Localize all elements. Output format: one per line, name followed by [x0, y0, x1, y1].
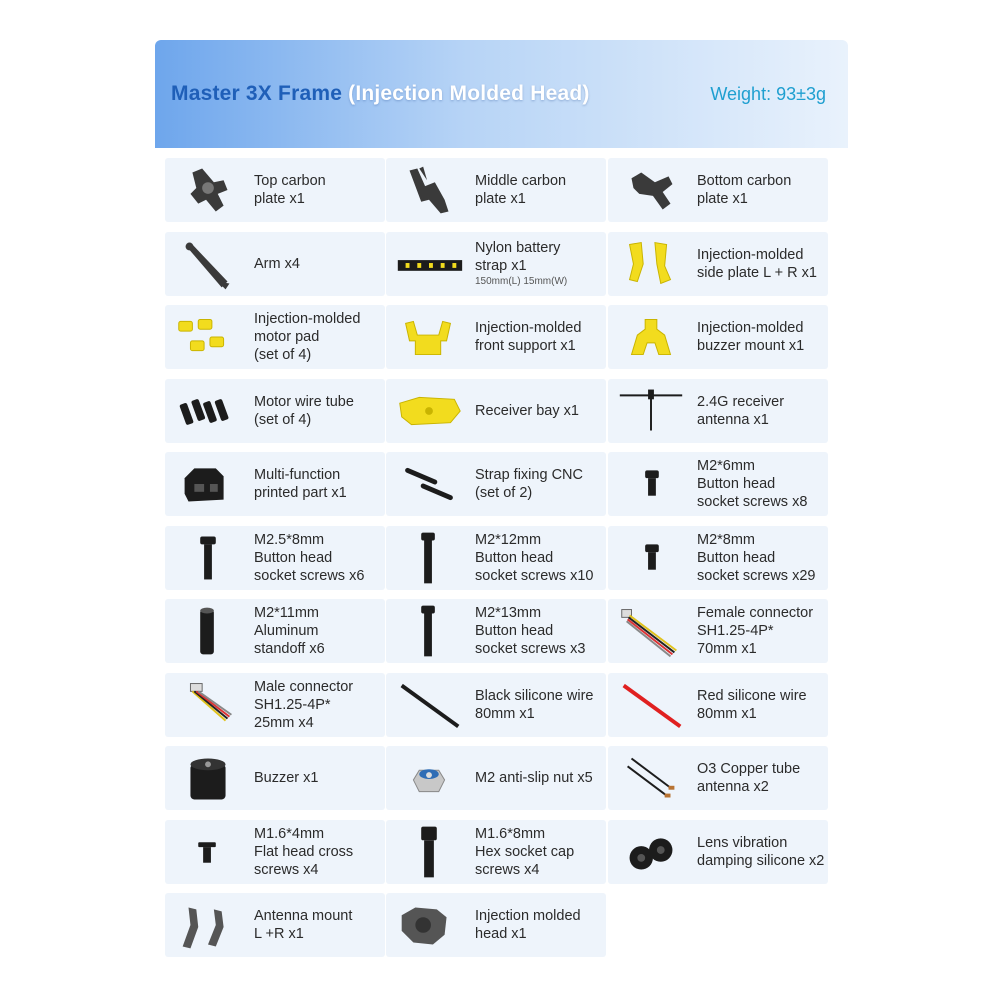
part-name: Strap fixing CNC (set of 2): [475, 467, 583, 501]
strap-fixing-icon: [390, 454, 468, 514]
part-label: [254, 893, 389, 957]
part-card: [165, 452, 385, 516]
part-name: Black silicone wire 80mm x1: [475, 687, 594, 722]
page-title: [171, 82, 590, 106]
part-name: O3 Copper tube antenna x2: [697, 761, 801, 795]
damping-silicone-icon: [612, 822, 690, 882]
part-name: Female connector SH1.25-4P* 70mm x1: [697, 605, 814, 657]
part-label: [254, 379, 389, 443]
part-card: [386, 599, 606, 663]
part-name: Nylon battery strap x1: [475, 239, 561, 274]
part-card: [608, 820, 828, 884]
part-card: [386, 305, 606, 369]
part-name: 2.4G receiver antenna x1: [697, 393, 785, 428]
part-name: M2*13mm Button head socket screws x3: [475, 605, 586, 657]
printed-part-icon: [169, 454, 247, 514]
part-label: [697, 305, 832, 369]
part-label: [697, 158, 832, 222]
antenna-mount-icon: [169, 895, 247, 955]
part-name: Bottom carbon plate x1: [697, 173, 792, 207]
part-label: [475, 526, 610, 590]
part-name: Injection-molded buzzer mount x1: [697, 320, 805, 354]
screw-short-icon: [612, 454, 690, 514]
part-label: [697, 526, 832, 590]
receiver-antenna-icon: [612, 381, 690, 441]
screw-long-icon: [390, 601, 468, 661]
part-label: [475, 746, 610, 810]
part-name: Top carbon plate x1: [254, 173, 326, 207]
male-connector-icon: [169, 675, 247, 735]
part-name: Receiver bay x1: [475, 402, 579, 419]
part-name: M2*12mm Button head socket screws x10: [475, 531, 594, 584]
part-label: [475, 379, 610, 443]
part-card: [608, 746, 828, 810]
part-card: [386, 820, 606, 884]
front-support-icon: [390, 307, 468, 367]
part-card: [386, 673, 606, 737]
flat-screw-icon: [169, 822, 247, 882]
part-label: [697, 746, 832, 810]
part-label: [254, 158, 389, 222]
part-card: [608, 379, 828, 443]
part-name: M2.5*8mm Button head socket screws x6: [254, 531, 365, 584]
female-connector-icon: [612, 601, 690, 661]
part-card: [608, 673, 828, 737]
part-name: Middle carbon plate x1: [475, 173, 567, 207]
part-label: [254, 599, 389, 663]
head-icon: [390, 895, 468, 955]
buzzer-mount-icon: [612, 307, 690, 367]
part-name: M2*11mm Aluminum standoff x6: [254, 605, 325, 657]
part-card: [165, 158, 385, 222]
side-plate-icon: [612, 234, 690, 294]
part-card: [386, 452, 606, 516]
battery-strap-icon: [390, 234, 468, 294]
part-card: [165, 379, 385, 443]
copper-antenna-icon: [612, 748, 690, 808]
part-card: [386, 893, 606, 957]
part-card: [608, 526, 828, 590]
part-label: [475, 673, 610, 737]
part-label: [254, 673, 389, 737]
part-label: [254, 452, 389, 516]
part-card: [165, 820, 385, 884]
arm-icon: [169, 234, 247, 294]
part-label: [254, 305, 389, 369]
part-name: Arm x4: [254, 255, 300, 272]
part-card: [165, 599, 385, 663]
part-card: [165, 746, 385, 810]
part-name: Antenna mount L +R x1: [254, 908, 353, 942]
part-name: M2 anti-slip nut x5: [475, 770, 593, 786]
part-label: [475, 599, 610, 663]
part-name: Injection-molded motor pad (set of 4): [254, 311, 361, 363]
title-main: Master 3X Frame: [171, 82, 343, 105]
header-banner: [155, 40, 848, 148]
part-card: [386, 526, 606, 590]
part-name: Motor wire tube (set of 4): [254, 393, 354, 428]
part-card: [165, 526, 385, 590]
part-card: [386, 379, 606, 443]
part-label: [475, 158, 610, 222]
weight-label: Weight: 93±3g: [710, 84, 826, 104]
part-name: Multi-function printed part x1: [254, 467, 347, 501]
part-label: [475, 452, 610, 516]
part-name: Male connector SH1.25-4P* 25mm x4: [254, 678, 354, 731]
part-label: [475, 305, 610, 369]
part-name: M2*6mm Button head socket screws x8: [697, 458, 808, 510]
part-label: [254, 746, 389, 810]
part-name: Injection-molded front support x1: [475, 320, 582, 354]
part-name: Red silicone wire 80mm x1: [697, 687, 807, 722]
part-label: [475, 232, 610, 296]
black-wire-icon: [390, 675, 468, 735]
part-note: 150mm(L) 15mm(W): [475, 275, 568, 287]
part-name: Injection-molded side plate L + R x1: [697, 246, 817, 281]
part-name: Lens vibration damping silicone x2: [697, 834, 825, 869]
part-name: M1.6*8mm Hex socket cap screws x4: [475, 825, 575, 878]
motor-wire-tube-icon: [169, 381, 247, 441]
part-name: M2*8mm Button head socket screws x29: [697, 531, 816, 584]
part-card: [608, 232, 828, 296]
part-label: [254, 526, 389, 590]
screw-icon: [169, 528, 247, 588]
part-card: [608, 452, 828, 516]
part-name: M1.6*4mm Flat head cross screws x4: [254, 825, 354, 878]
part-card: [165, 305, 385, 369]
part-label: [697, 673, 832, 737]
hex-screw-icon: [390, 822, 468, 882]
part-card: [165, 232, 385, 296]
part-label: [254, 820, 389, 884]
receiver-bay-icon: [390, 381, 468, 441]
part-card: [165, 893, 385, 957]
part-label: [697, 452, 832, 516]
screw-long-icon: [390, 528, 468, 588]
standoff-icon: [169, 601, 247, 661]
part-label: [697, 820, 832, 884]
part-card: [386, 158, 606, 222]
part-card: [386, 746, 606, 810]
screw-short-icon: [612, 528, 690, 588]
motor-pad-icon: [169, 307, 247, 367]
title-sub: (Injection Molded Head): [348, 82, 590, 105]
red-wire-icon: [612, 675, 690, 735]
part-label: [475, 820, 610, 884]
top-carbon-plate-icon: [169, 160, 247, 220]
part-label: [475, 893, 610, 957]
middle-carbon-plate-icon: [390, 160, 468, 220]
part-card: [608, 158, 828, 222]
part-name: Injection molded head x1: [475, 908, 581, 942]
part-label: [254, 232, 389, 296]
part-card: [386, 232, 606, 296]
part-label: [697, 379, 832, 443]
part-name: Buzzer x1: [254, 770, 319, 786]
part-card: [165, 673, 385, 737]
nut-icon: [390, 748, 468, 808]
bottom-carbon-plate-icon: [612, 160, 690, 220]
part-card: [608, 305, 828, 369]
part-card: [608, 599, 828, 663]
part-label: [697, 599, 832, 663]
part-label: [697, 232, 832, 296]
buzzer-icon: [169, 748, 247, 808]
